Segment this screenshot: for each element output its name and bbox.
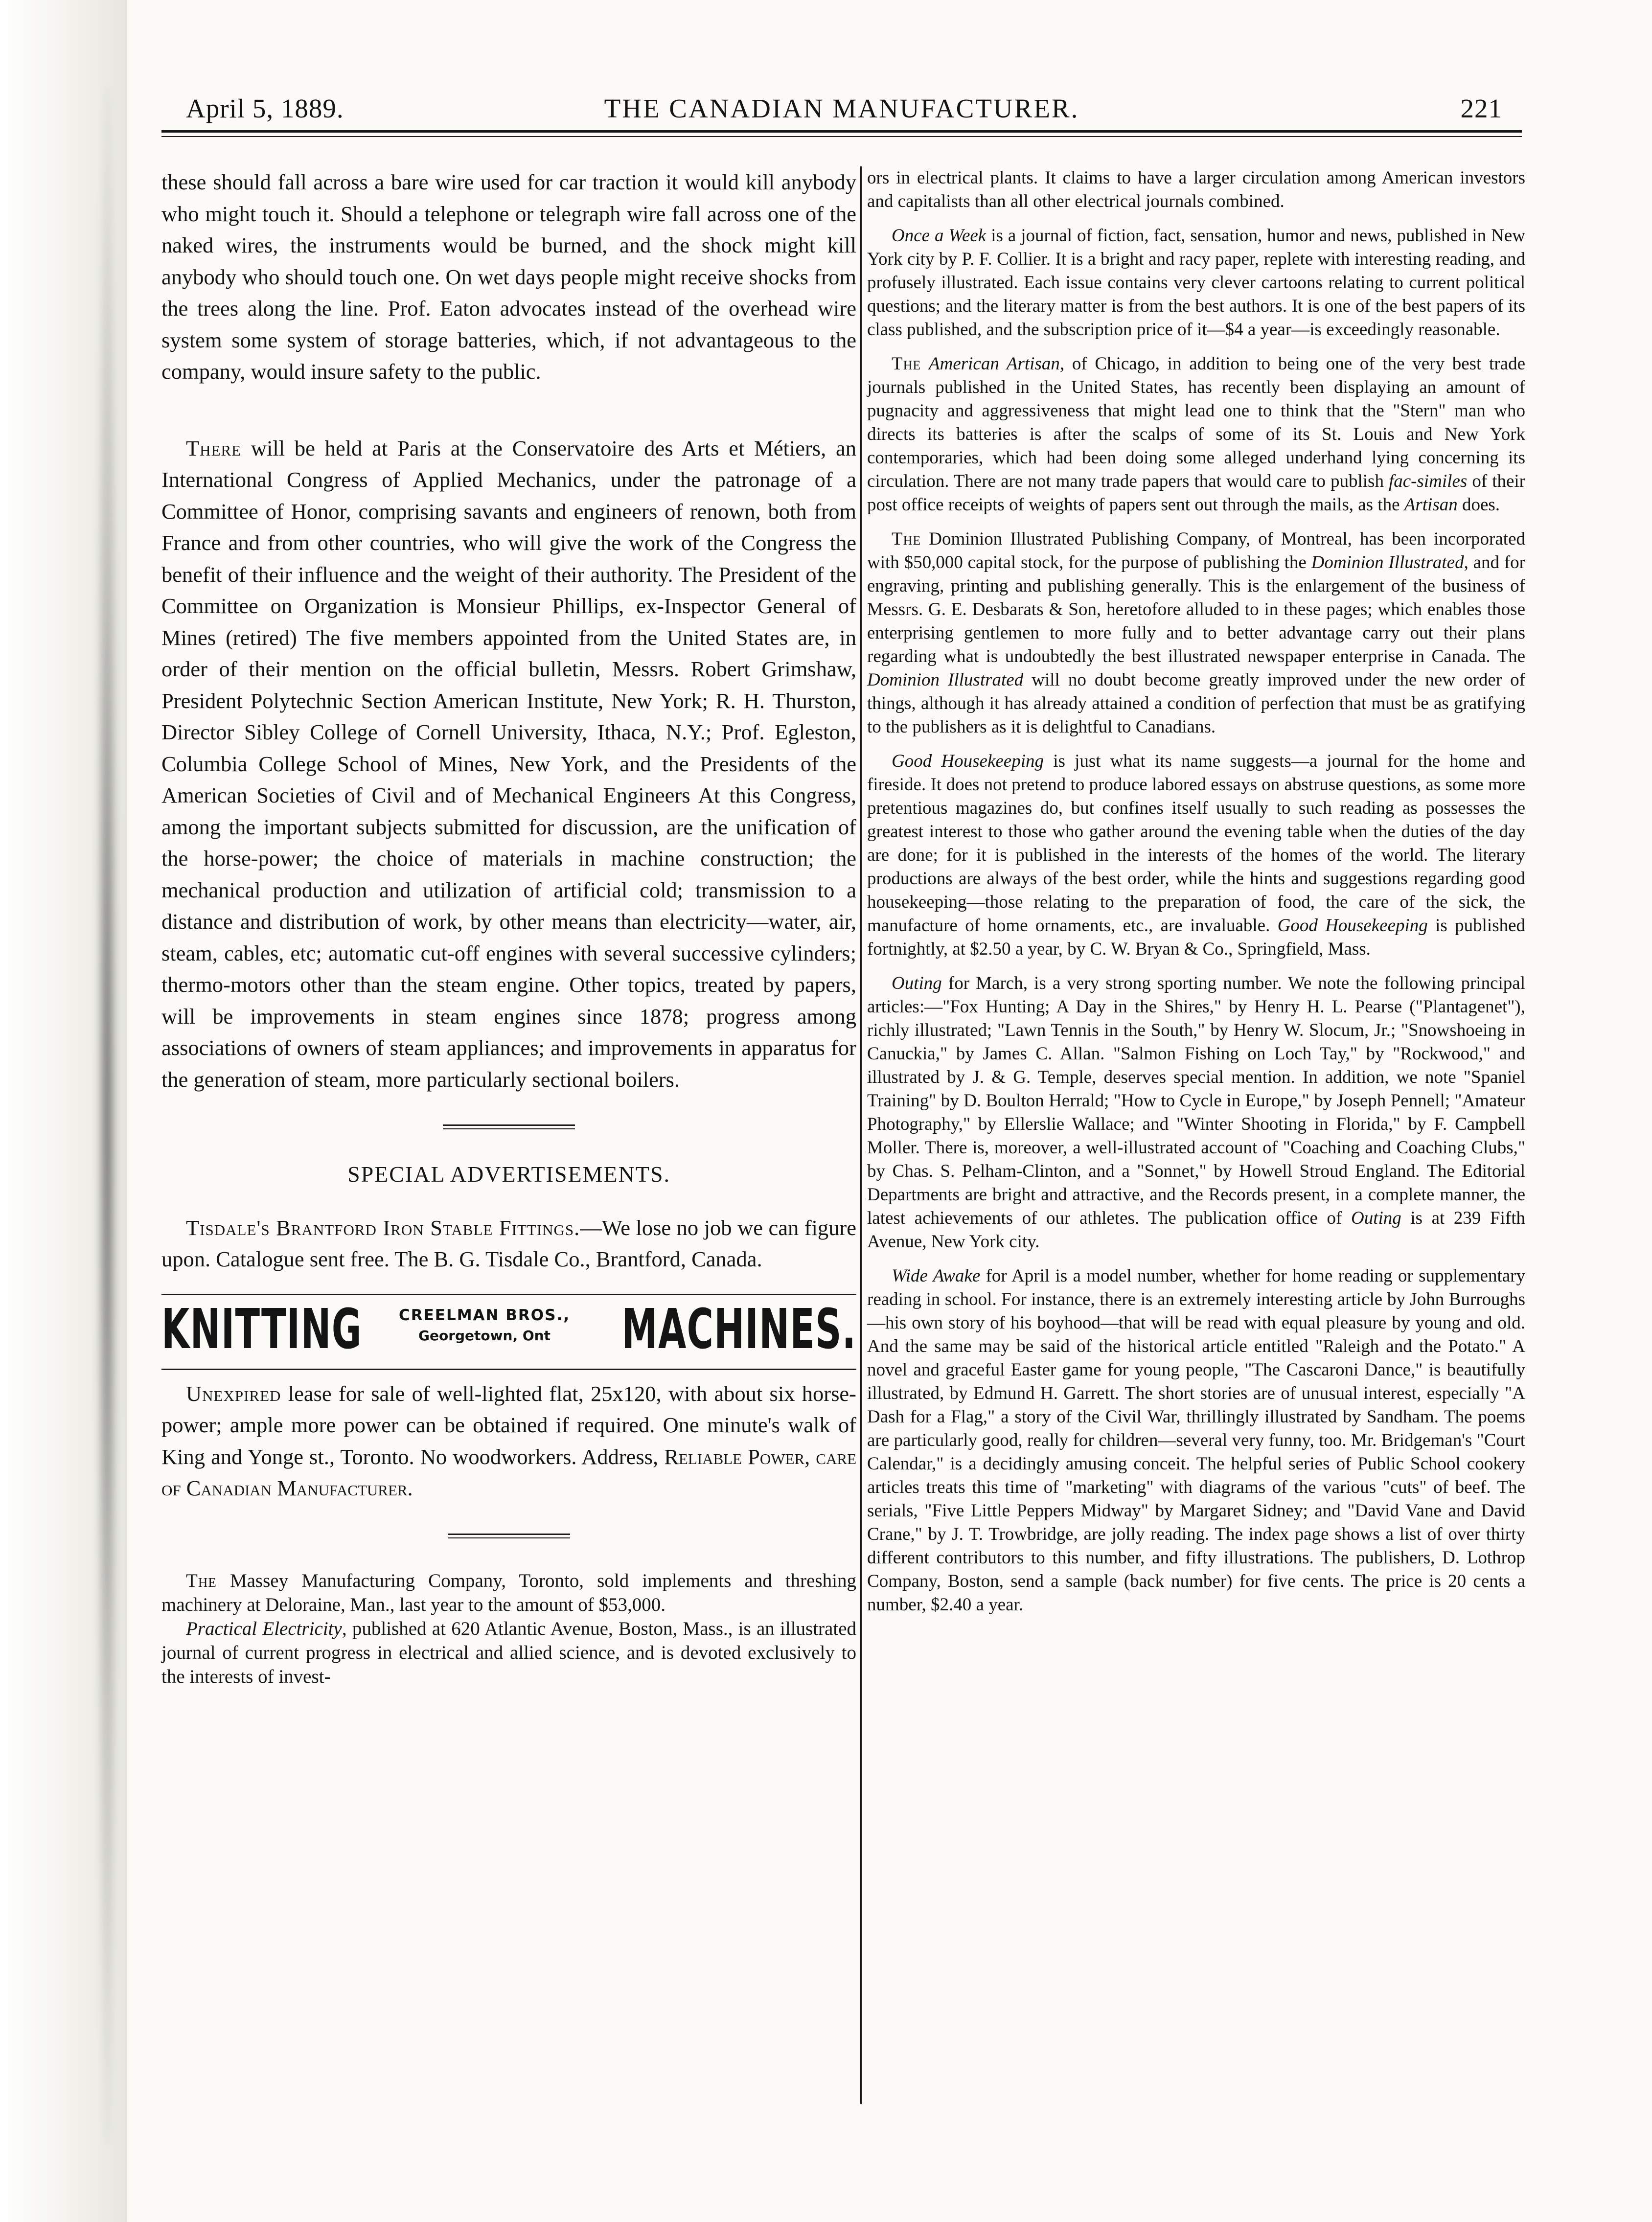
journal-title: Artisan [1404, 495, 1458, 515]
header-rule-thin [161, 136, 1522, 137]
ad-unexpired-lease [161, 1378, 856, 1504]
section-separator [443, 1124, 575, 1129]
paragraph-dominion-illustrated [867, 527, 1525, 739]
paragraph-text: is just what its name suggests—a journal for the home and fireside. It does not pretend to produce labored essays on abstruse questions, as some more pretentious magazines do, but confines itself usually to such reading as possesses the greatest interest to those who gather around the evening table when the duties of the day are done; for it is published in the interests of the homes of the world. The literary productions are always of the best order, while the hints and suggestions regarding good housekeeping—those relating to the preparation of food, the care of the sick, the manufacture of home ornaments, etc., are invaluable. [867, 751, 1525, 936]
special-advertisements-heading: SPECIAL ADVERTISEMENTS. [347, 1162, 670, 1187]
journal-title: Wide Awake [892, 1266, 981, 1286]
ad-address: Reliable Power, care of Canadian Manufacturer. [161, 1444, 857, 1500]
lead-word: The [892, 529, 921, 549]
header-rule-thick [161, 130, 1522, 133]
paragraph-text: will no doubt become greatly improved under the new order of things, although it has already attained a condition of perfection that must be as gratifying to the publishers as it is delightful to Canadians. [867, 670, 1525, 737]
paragraph-gap [161, 388, 856, 433]
column-divider [860, 166, 862, 2104]
ad-lead: Unexpired [186, 1381, 281, 1406]
banner-company: CREELMAN BROS., [398, 1306, 571, 1324]
knitting-machines-banner [161, 1294, 856, 1370]
paragraph-text: does. [1457, 495, 1500, 515]
paragraph-text: is a journal of fiction, fact, sensation, humor and news, published in New York city by P. F. Collier. It is a bright and racy paper, replete with interesting reading, and profusely illustrated. Each issue contains very clever cartoons relating to current political questions; and the literary matter is from the best authors. It is one of the best papers of its class published, and the subscription price of it—$4 a year—is exceedingly reasonable. [867, 226, 1525, 340]
paragraph-outing [867, 972, 1525, 1254]
paragraph-text: is published fortnightly, at $2.50 a year, by C. W. Bryan & Co., Springfield, Mass. [867, 916, 1526, 959]
paragraph-american-artisan [867, 352, 1525, 517]
paragraph-text: is at 239 Fifth Avenue, New York city. [867, 1208, 1525, 1252]
banner-location: Georgetown, Ont [418, 1327, 551, 1344]
journal-title: Good Housekeeping [892, 751, 1044, 771]
paragraph-good-housekeeping [867, 750, 1525, 961]
paragraph-text: for April is a model number, whether for home reading or supplementary reading in school. For instance, there is an extremely interesting article by John Burroughs—his own story of his boyhood—that will be read with equal pleasure by young and old. And the same may be said of the historical article entitled "Raleigh and the Potato." A novel and graceful Easter game for young people, "The Cascaroni Dance," is beautifully illustrated, by Edmund H. Garrett. The short stories are of unusual interest, especially "A Dash for a Flag," a story of the Civil War, thrillingly illustrated by Sandham. The poems are particularly good, really for children—several very funny, too. Mr. Bridgeman's "Court Calendar," is a decidingly amusing conceit. The helpful series of Public School cookery articles treats this time of "marketing" with diagrams of the various "cuts" of beef. The serials, "Five Little Peppers Midway" by Margaret Sidney; and "David Vane and David Crane," by J. T. Trowbridge, are jolly reading. The index page shows a list of over thirty different contributors to this number, and fifty illustrations. The publishers, D. Lothrop Company, Boston, send a sample (back number) for five cents. The price is 20 cents a number, $2.40 a year. [867, 1266, 1525, 1615]
paragraph-paris-congress [161, 433, 856, 1096]
right-column [867, 166, 1525, 1627]
journal-title: Practical Electricity [186, 1618, 342, 1639]
issue-date: April 5, 1889. [186, 93, 344, 123]
paragraph-text: of their post office receipts of weights of papers sent out through the mails, as the [867, 471, 1525, 515]
italic-term: fac-similes [1388, 471, 1468, 491]
section-separator [448, 1534, 570, 1538]
lead-word: There [186, 435, 242, 460]
journal-title: Outing [892, 973, 942, 993]
paragraph-wide-awake [867, 1264, 1525, 1617]
ad-text: —We lose no job we can figure upon. Catalogue sent free. The B. G. Tisdale Co., Brantford, Canada. [161, 1215, 856, 1271]
banner-advertiser [382, 1305, 587, 1346]
page-header [161, 93, 1522, 132]
paragraph-text: , published at 620 Atlantic Avenue, Boston, Mass., is an illustrated journal of current progress in electrical and allied science, and is devoted exclusively to the interests of invest- [161, 1618, 857, 1687]
ad-text: lease for sale of well-lighted flat, 25x120, with about six horse-power; ample more power can be obtained if required. One minute's walk of King and Yonge st., Toronto. No woodworkers. Address, [161, 1381, 856, 1469]
banner-machines: MACHINES. [621, 1297, 856, 1361]
paragraph-once-a-week [867, 224, 1525, 342]
paragraph-continuation: ors in electrical plants. It claims to have a larger circulation among American investors and capitalists than all other electrical journals combined. [867, 168, 1525, 211]
ad-tisdale [161, 1212, 856, 1275]
journal-title: Good Housekeeping [1277, 916, 1428, 936]
paragraph-text: Dominion Illustrated Publishing Company, of Montreal, has been incorporated with $50,000 capital stock, for the purpose of publishing the [867, 529, 1525, 573]
left-column [161, 166, 856, 1689]
paragraph-text: will be held at Paris at the Conservatoire des Arts et Métiers, an International Congress of Applied Mechanics, under the patronage of a Committee of Honor, comprising savants and engineers of renown, both from France and from other countries, who will give the work of the Congress the benefit of their influence and the weight of their authority. The President of the Committee on Organization is Monsieur Phillips, ex-Inspector General of Mines (retired) The five members appointed from the United States are, in order of their mention on the official bulletin, Messrs. Robert Grimshaw, President Polytechnic Section American Institute, New York; R. H. Thurston, Director Sibley College of Cornell University, Ithaca, N.Y.; Prof. Egleston, Columbia College School of Mines, New York, and the Presidents of the American Societies of Civil and of Mechanical Engineers At this Congress, among the important subjects submitted for discussion, are the unification of the horse-power; the choice of materials in machine construction; the mechanical production and utilization of artificial cold; transmission to a distance and distribution of work, by other means than electricity—water, air, steam, cables, etc; automatic cut-off engines with several successive cylinders; thermo-motors other than the steam engine. Other topics, treated by papers, will be improvements in steam engines since 1878; progress among associations of owners of steam appliances; and improvements in apparatus for the generation of steam, more particularly sectional boilers. [161, 435, 856, 1092]
banner-knitting: KNITTING [161, 1297, 362, 1361]
binding-shadow [96, 88, 118, 2143]
journal-title: Once a Week [892, 226, 987, 246]
paragraph-massey [161, 1569, 856, 1617]
paragraph-text: , and for engraving, printing and publishing generally. This is the enlargement of the business of Messrs. G. E. Desbarats & Son, heretofore alluded to in these pages; which enables those enterprising gentlemen to more fully and to better advantage carry out their plans regarding what is undoubtedly the best illustrated newspaper enterprise in Canada. The [867, 552, 1525, 666]
journal-title: Outing [1351, 1208, 1401, 1228]
publication-title: THE CANADIAN MANUFACTURER. [604, 93, 1079, 123]
lead-word: The [186, 1570, 217, 1591]
page-number: 221 [1460, 93, 1502, 123]
paragraph-text: Massey Manufacturing Company, Toronto, sold implements and threshing machinery at Deloraine, Man., last year to the amount of $53,000. [161, 1570, 856, 1615]
ad-lead: Tisdale's Brantford Iron Stable Fittings. [186, 1215, 580, 1240]
paragraph-text: , of Chicago, in addition to being one of the very best trade journals published in the United States, has recently been displaying an amount of pugnacity and aggressiveness that might lead one to think that the "Stern" man who directs its batteries is after the scalps of some of its St. Louis and New York contemporaries, which had been doing some alleged underhand lying concerning its circulation. There are not many trade papers that would care to publish [867, 354, 1526, 491]
lead-word: The [892, 354, 921, 374]
paragraph-text: for March, is a very strong sporting number. We note the following principal articles:—"Fox Hunting; A Day in the Shires," by Henry H. L. Pearse ("Plantagenet"), richly illustrated; "Lawn Tennis in the South," by Henry W. Slocum, Jr.; "Snowshoeing in Canuckia," by James C. Allan. "Salmon Fishing on Loch Tay," by "Rockwood," and illustrated by J. & G. Temple, deserves special mention. In addition, we note "Spaniel Training" by D. Boulton Herrald; "How to Cycle in Europe," by Joseph Pennell; "Amateur Photography," by Ellerslie Wallace; and "Winter Shooting in Florida," by F. Campbell Moller. There is, moreover, a well-illustrated account of "Coaching and Coaching Clubs," by Chas. S. Pelham-Clinton, and a "Sonnet," by Howell Stroud England. The Editorial Departments are bright and attractive, and the Records present, in a complete manner, the latest achievements of our athletes. The publication office of [867, 973, 1525, 1228]
journal-title: Dominion Illustrated [1311, 552, 1464, 573]
journal-title: American Artisan [929, 354, 1060, 374]
paragraph-practical-electricity [161, 1617, 856, 1689]
journal-title: Dominion Illustrated [867, 670, 1024, 690]
paragraph-storage-batteries: these should fall across a bare wire used for car traction it would kill anybody who might touch it. Should a telephone or telegraph wire fall across one of the naked wires, the instruments would be burned, and the shock might kill anybody who should touch one. On wet days people might receive shocks from the trees along the line. Prof. Eaton advocates instead of the overhead wire system some system of storage batteries, which, if not advantageous to the company, would insure safety to the public. [161, 170, 856, 384]
